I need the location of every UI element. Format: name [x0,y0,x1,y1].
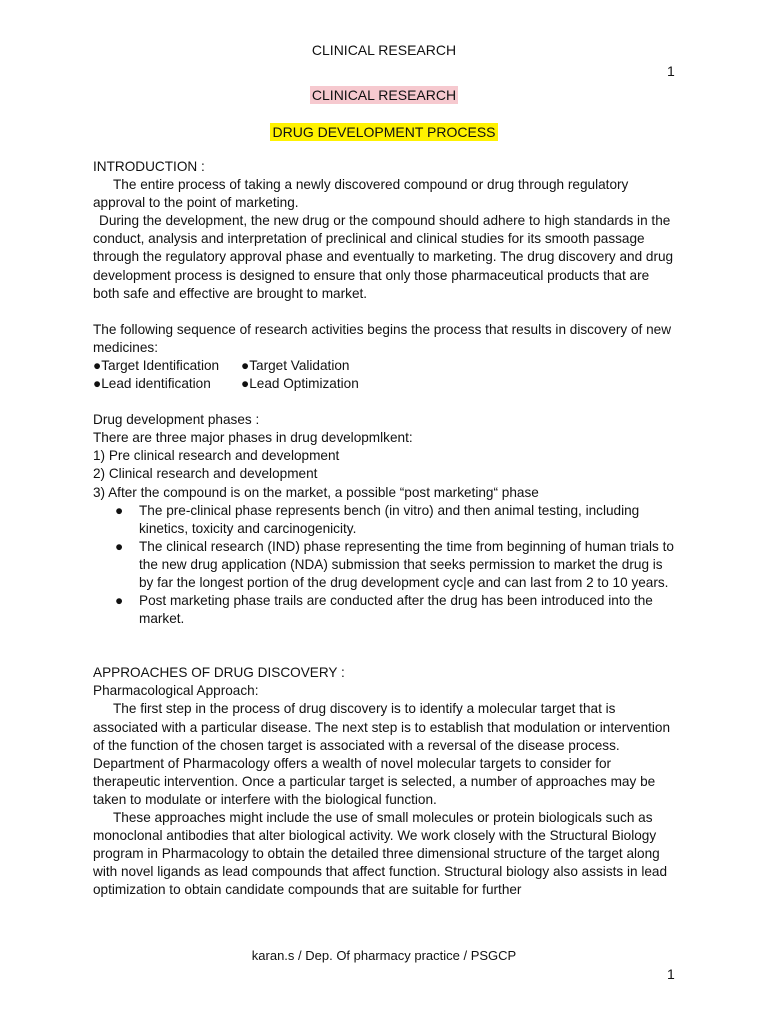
page-number-bottom: 1 [667,966,675,982]
approaches-heading: APPROACHES OF DRUG DISCOVERY : [93,665,345,681]
intro-heading: INTRODUCTION : [93,159,205,174]
bullet-icon: ● [115,593,124,609]
footer-text: karan.s / Dep. Of pharmacy practice / PSGCP [251,948,517,963]
intro-paragraph-1: The entire process of taking a newly discovered compound or drug through regulatory approval to the point of marketing. [93,177,629,211]
sequence-row-1 [93,357,675,375]
running-header: CLINICAL RESEARCH [311,42,457,58]
list-item [115,502,675,538]
sequence-item: ●Lead Optimization [241,376,359,392]
sequence-item: ●Lead identification [93,376,211,392]
list-item [115,592,675,628]
intro-paragraph-2: During the development, the new drug or the compound should adhere to high standards in the conduct, analysis and interpretation of preclinical and clinical studies for its smooth passage through the regulatory approval phase and eventually to marketing. The drug discovery and drug development process is designed to ensure that only those pharmaceutical products that are both safe and effective are brought to market. [93,213,674,301]
phases-heading: Drug development phases : [93,412,260,428]
approaches-subheading: Pharmacological Approach: [93,683,259,699]
phases-list-item: 2) Clinical research and development [93,466,318,482]
phases-intro: There are three major phases in drug developmlkent: [93,430,413,446]
sequence-item: ●Target Identification [93,357,220,373]
bullet-icon: ● [115,502,124,518]
phases-list-item: 1) Pre clinical research and development [93,448,340,464]
main-title: CLINICAL RESEARCH [311,87,457,103]
main-title-row [0,87,768,105]
phases-bullet-list [93,502,675,629]
sub-title: DRUG DEVELOPMENT PROCESS [272,124,496,140]
phases-list-item: 3) After the compound is on the market, a possible “post marketing“ phase [93,484,539,500]
bullet-text: Post marketing phase trails are conducted after the drug has been introduced into the market. [139,593,653,627]
bullet-text: The pre-clinical phase represents bench (in vitro) and then animal testing, including kinetics, toxicity and carcinogenicity. [139,502,640,536]
approaches-paragraph-2: These approaches might include the use of small molecules or protein biologicals such as monoclonal antibodies that alter biological activity. We work closely with the Structural Biology program in Pharmacology to obtain the detailed three dimensional structure of the target along with novel ligands as lead compounds that affect function. Structural biology also assists in lead optimization to obtain candidate compounds that are suitable for further [93,810,668,898]
approaches-paragraph-1: The first step in the process of drug discovery is to identify a molecular target that is associated with a particular disease. The next step is to establish that modulation or intervention of the function of the chosen target is associated with a reversal of the disease process. Department of Pharmacology offers a wealth of novel molecular targets to consider for therapeutic intervention. Once a particular target is selected, a number of approaches may be taken to modulate or interfere with the biological function. [93,701,671,807]
bullet-icon: ● [115,538,124,554]
sequence-text: The following sequence of research activities begins the process that results in discovery of new medicines: [93,321,672,355]
sequence-row-2 [93,375,675,393]
sub-title-row [0,124,768,142]
body-text [93,158,675,899]
sequence-item: ●Target Validation [241,357,350,373]
list-item [115,538,675,592]
bullet-text: The clinical research (IND) phase representing the time from beginning of human trials to the new drug application (NDA) submission that seeks permission to market the drug is by far the longest portion of the drug development cyc|e and can last from 2 to 10 years. [139,538,674,590]
page-number-top: 1 [667,63,675,79]
